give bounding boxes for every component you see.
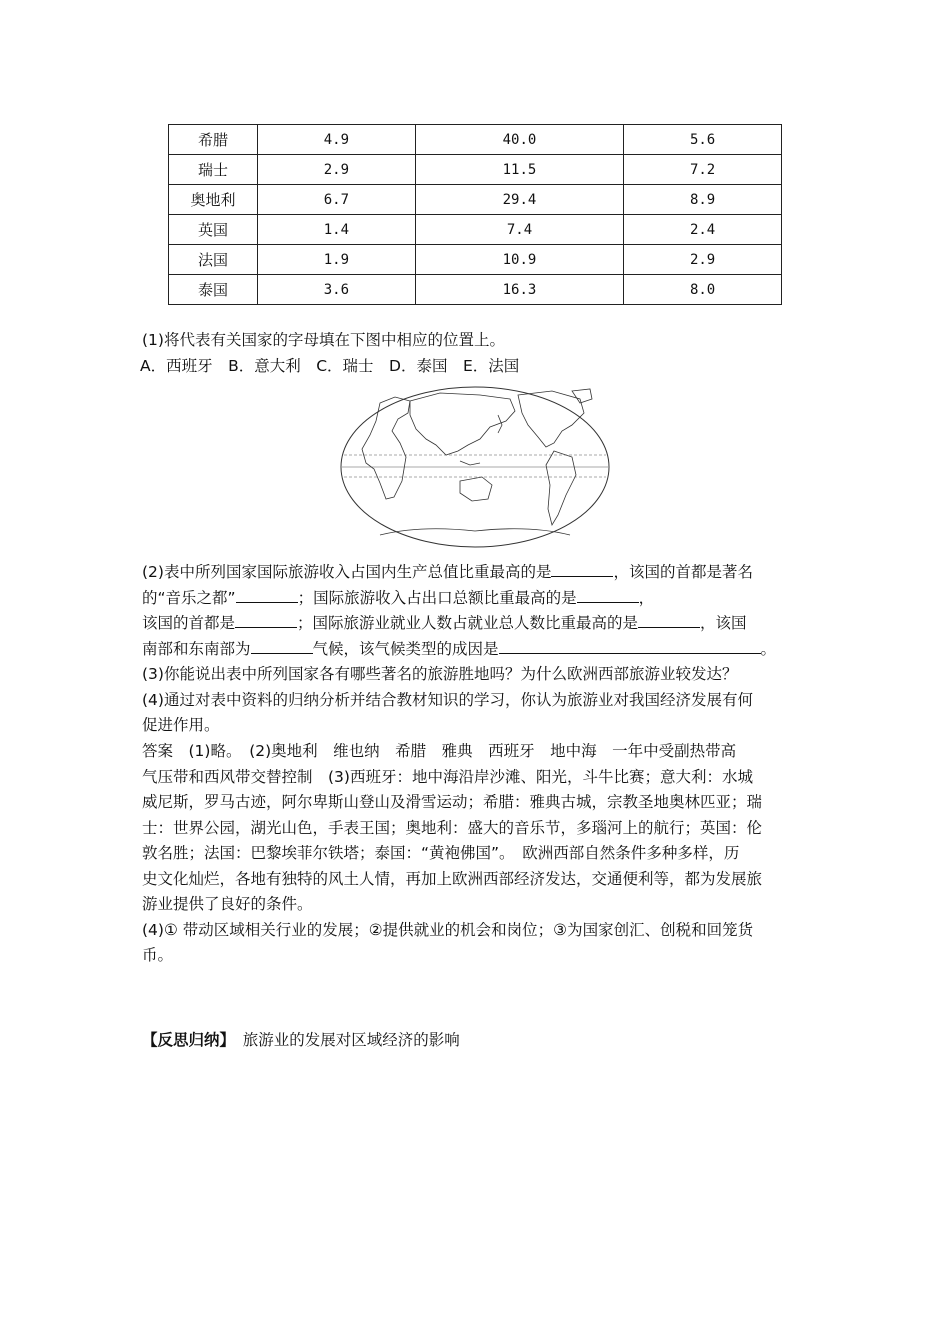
table-row [169,185,782,215]
q2-line2-c: ， [638,588,655,607]
answer-line: 敦名胜；法国：巴黎埃菲尔铁塔；泰国：“黄袍佛国”。 欧洲西部自然条件多种多样，历 [142,844,740,862]
q2-line2-a: 的“音乐之都” [142,588,236,607]
answer-blank-6[interactable] [251,639,313,654]
value-cell-1: 3.6 [258,275,416,305]
table-row [169,215,782,245]
answer-blank-2[interactable] [236,588,298,603]
table-row [169,245,782,275]
country-cell: 奥地利 [169,185,258,215]
q2-line1-a: (2)表中所列国家国际旅游收入占国内生产总值比重最高的是 [142,563,552,581]
question-3: (3)你能说出表中所列国家各有哪些著名的旅游胜地吗？为什么欧洲西部旅游业较发达？ [142,665,738,683]
value-cell-3: 7.2 [624,155,782,185]
value-cell-2: 40.0 [415,125,623,155]
answer-line: 士：世界公园，湖光山色，手表王国；奥地利：盛大的音乐节，多瑙河上的航行；英国：伦 [142,818,763,837]
value-cell-1: 6.7 [258,185,416,215]
q4-line2: 促进作用。 [142,716,220,734]
reflection-label: 【反思归纳】 [142,1031,228,1049]
value-cell-2: 10.9 [415,245,623,275]
q2-line1-b: ，该国的首都是著名 [613,563,753,581]
answer-line: 币。 [142,946,174,964]
tourism-data-table [168,124,782,305]
country-cell: 法国 [169,245,258,275]
answer-line: 史文化灿烂，各地有独特的风土人情，再加上欧洲西部经济发达，交通便利等，都为发展旅 [142,869,763,888]
value-cell-3: 8.0 [624,275,782,305]
value-cell-3: 2.9 [624,245,782,275]
table-row [169,125,782,155]
answer-blank-1[interactable] [551,562,613,577]
value-cell-2: 29.4 [415,185,623,215]
q2-line4-b: 气候，该气候类型的成因是 [312,639,499,658]
table-row [169,155,782,185]
q2-line3-b: ；国际旅游业就业人数占就业总人数比重最高的是 [297,614,639,632]
reflection-line [142,1028,812,1054]
q2-line3-c: ，该国 [700,614,747,632]
world-map [340,385,610,550]
country-cell: 希腊 [169,125,258,155]
q1-options: A．西班牙 B．意大利 C．瑞士 D．泰国 E．法国 [140,356,520,375]
q2-line2-b: ；国际旅游收入占出口总额比重最高的是 [297,588,577,607]
answer-blank-3[interactable] [577,588,639,603]
value-cell-1: 4.9 [258,125,416,155]
value-cell-3: 2.4 [624,215,782,245]
answer-line: 答案 (1)略。 (2)奥地利 维也纳 希腊 雅典 西班牙 地中海 一年中受副热带高 [142,742,737,760]
q1-prompt: (1)将代表有关国家的字母填在下图中相应的位置上。 [142,331,505,349]
value-cell-1: 2.9 [258,155,416,185]
country-cell: 英国 [169,215,258,245]
answer-line: 威尼斯，罗马古迹，阿尔卑斯山登山及滑雪运动；希腊：雅典古城，宗教圣地奥林匹亚；瑞 [142,793,763,811]
value-cell-1: 1.9 [258,245,416,275]
answer-blank-7[interactable] [499,639,761,654]
q2-line4-a: 南部和东南部为 [142,639,251,658]
q4-line1: (4)通过对表中资料的归纳分析并结合教材知识的学习，你认为旅游业对我国经济发展有何 [142,690,753,709]
country-cell: 瑞士 [169,155,258,185]
value-cell-3: 5.6 [624,125,782,155]
value-cell-2: 11.5 [415,155,623,185]
q2-line3-a: 该国的首都是 [142,614,236,632]
value-cell-2: 7.4 [415,215,623,245]
answer-line: 游业提供了良好的条件。 [142,895,313,913]
answer-line: 气压带和西风带交替控制 (3)西班牙：地中海沿岸沙滩、阳光，斗牛比赛；意大利：水城 [142,767,753,786]
country-cell: 泰国 [169,275,258,305]
answer-line: (4)① 带动区域相关行业的发展；②提供就业的机会和岗位；③为国家创汇、创税和回笼货 [142,920,754,939]
reflection-text: 旅游业的发展对区域经济的影响 [227,1031,460,1049]
q2-line4-c: 。 [760,639,777,658]
table-row [169,275,782,305]
answer-block [142,739,812,969]
question-1 [142,328,812,379]
value-cell-2: 16.3 [415,275,623,305]
question-2 [142,560,812,739]
value-cell-1: 1.4 [258,215,416,245]
answer-blank-5[interactable] [638,613,700,628]
answer-blank-4[interactable] [235,613,297,628]
value-cell-3: 8.9 [624,185,782,215]
